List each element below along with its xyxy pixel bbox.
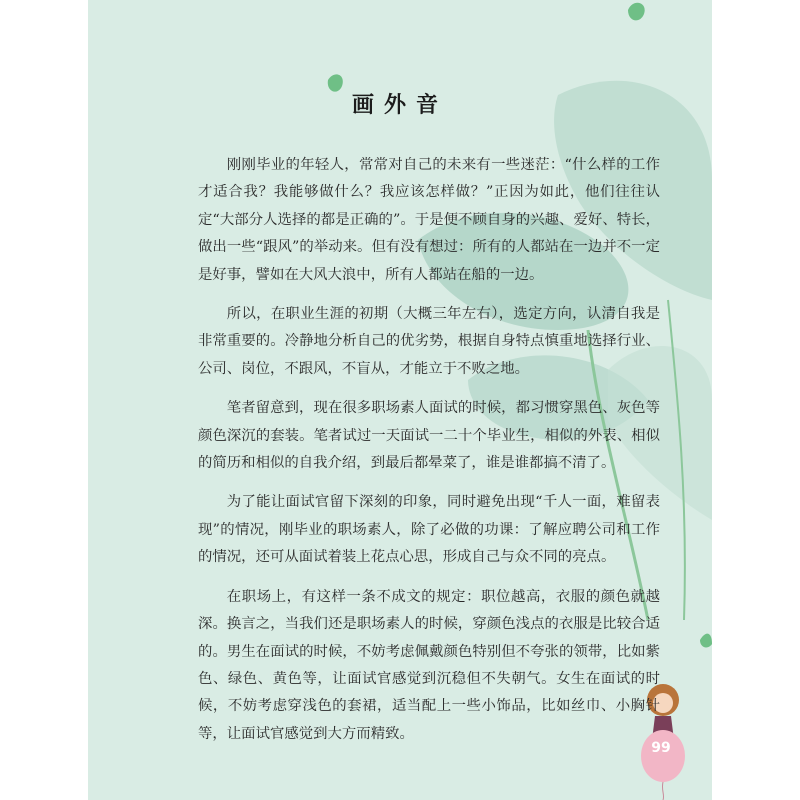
page-number: 99 bbox=[651, 740, 671, 756]
book-page bbox=[88, 0, 712, 800]
article-body bbox=[198, 152, 660, 760]
paragraph: 为了能让面试官留下深刻的印象，同时避免出现“千人一面，难留表现”的情况，刚毕业的职场素人，除了必做的功课：了解应聘公司和工作的情况，还可从面试着装上花点心思，形成自己与众不同的亮点。 bbox=[198, 494, 660, 566]
page-title: 画外音 bbox=[351, 93, 448, 118]
paragraph: 所以，在职业生涯的初期（大概三年左右），选定方向，认清自我是非常重要的。冷静地分析自己的优劣势，根据自身特点慎重地选择行业、公司、岗位，不跟风，不盲从，才能立于不败之地。 bbox=[198, 306, 660, 377]
paragraph: 在职场上，有这样一条不成文的规定：职位越高，衣服的颜色就越深。换言之，当我们还是职场素人的时候，穿颜色浅点的衣服是比较合适的。男生在面试的时候，不妨考虑佩戴颜色特别但不夸张的领带，比如紫色、绿色、黄色等，让面试官感觉到沉稳但不失朝气。女生在面试的时候，不妨考虑穿浅色的套裙，适当配上一些小饰品，比如丝巾、小胸针等，让面试官感觉到大方而精致。 bbox=[198, 588, 660, 742]
paragraph: 刚刚毕业的年轻人，常常对自己的未来有一些迷茫：“什么样的工作才适合我？我能够做什么？我应该怎样做？”正因为如此，他们往往认定“大部分人选择的都是正确的”。于是便不顾自身的兴趣、爱好、特长，做出一些“跟风”的举动来。但有没有想过：所有的人都站在一边并不一定是好事，譬如在大风大浪中，所有人都站在船的一边。 bbox=[198, 157, 660, 283]
paragraph: 笔者留意到，现在很多职场素人面试的时候，都习惯穿黑色、灰色等颜色深沉的套装。笔者试过一天面试一二十个毕业生，相似的外表、相似的简历和相似的自我介绍，到最后都晕菜了，谁是谁都搞不清了。 bbox=[198, 400, 660, 472]
